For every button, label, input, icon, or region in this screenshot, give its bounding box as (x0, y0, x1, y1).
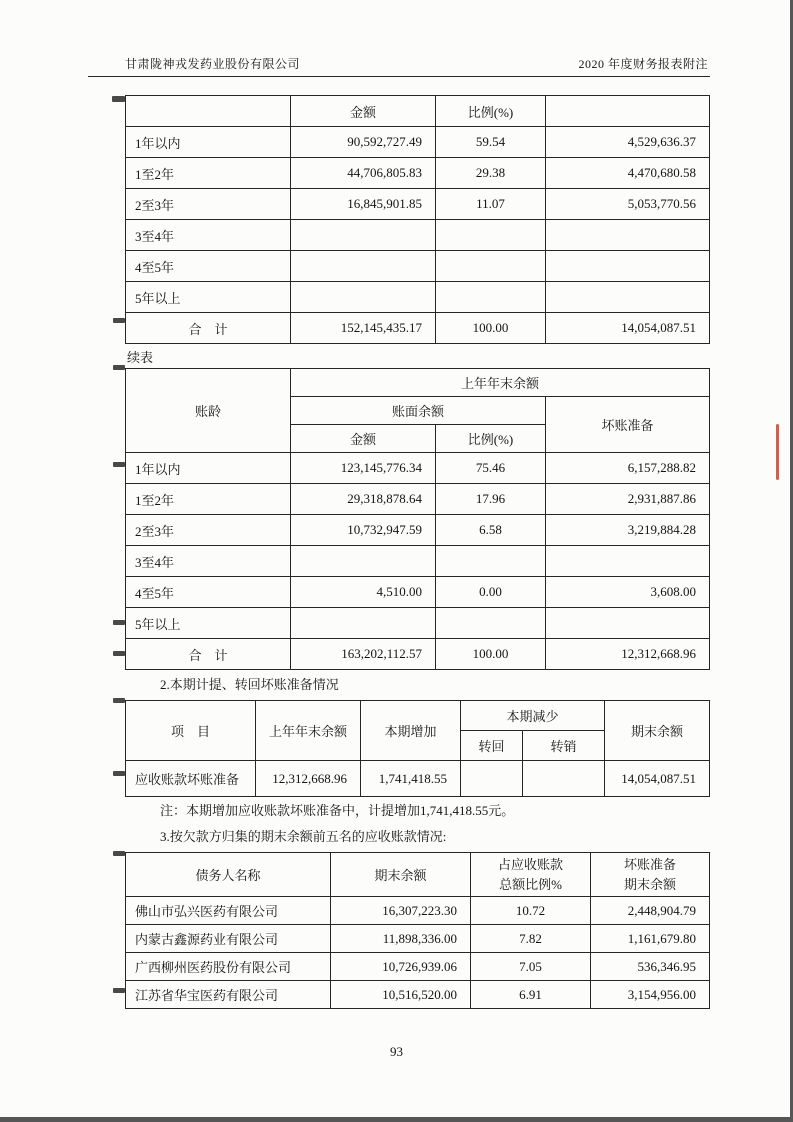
provision-change-table (125, 700, 710, 797)
table-row (126, 158, 710, 189)
section-3-title: 3.按欠款方归集的期末余额前五名的应收账款情况: (160, 829, 447, 844)
cell-provision: 2,931,887.86 (546, 484, 710, 515)
cell-ratio: 75.46 (436, 453, 546, 484)
table-total-row (126, 313, 710, 344)
col-header-provision (591, 853, 710, 897)
col-header-ending-balance: 期末余额 (605, 701, 710, 761)
table-row (126, 608, 710, 639)
cell-total-label: 合 计 (126, 639, 291, 670)
cell-total-label: 合 计 (126, 313, 291, 344)
col-header-amount: 金额 (291, 425, 436, 453)
table-header-row (126, 701, 710, 731)
cell-provision (546, 251, 710, 282)
cell-ratio (436, 608, 546, 639)
scan-artifact (113, 462, 125, 467)
scan-artifact (113, 620, 125, 625)
cell-ending-balance: 16,307,223.30 (331, 897, 471, 925)
cell-provision: 5,053,770.56 (546, 189, 710, 220)
top5-debtors-table (125, 852, 710, 1009)
continued-table-label: 续表 (127, 350, 154, 365)
table-row (126, 546, 710, 577)
scan-artifact (113, 318, 125, 323)
cell-provision: 6,157,288.82 (546, 453, 710, 484)
table-row (126, 761, 710, 797)
col-header-prior-group: 上年年末余额 (291, 369, 710, 397)
col-header-aging: 账龄 (126, 369, 291, 453)
table-row (126, 897, 710, 925)
note-text: 注：本期增加应收账款坏账准备中，计提增加1,741,418.55元。 (160, 803, 515, 818)
aging-table-prior (125, 368, 710, 670)
cell-amount: 16,845,901.85 (291, 189, 436, 220)
col-header-bad-debt: 坏账准备 (546, 397, 710, 453)
col-header-increase: 本期增加 (361, 701, 461, 761)
cell-provision: 14,054,087.51 (546, 313, 710, 344)
cell-amount: 29,318,878.64 (291, 484, 436, 515)
cell-ratio: 59.54 (436, 127, 546, 158)
cell-debtor-name: 佛山市弘兴医药有限公司 (126, 897, 331, 925)
empty-cell (546, 96, 710, 127)
cell-aging-label: 3至4年 (126, 546, 291, 577)
cell-aging-label: 5年以上 (126, 608, 291, 639)
table-header-row (126, 853, 710, 897)
cell-debtor-name: 广西柳州医药股份有限公司 (126, 953, 331, 981)
cell-provision: 1,161,679.80 (591, 925, 710, 953)
scan-artifact (113, 771, 125, 776)
col-header-prior-balance: 上年年末余额 (256, 701, 361, 761)
cell-ratio: 7.82 (471, 925, 591, 953)
cell-ending-balance: 10,516,520.00 (331, 981, 471, 1009)
scan-artifact (112, 96, 125, 102)
table-row (126, 515, 710, 546)
section-2-title: 2.本期计提、转回坏账准备情况 (160, 677, 339, 692)
cell-ratio: 11.07 (436, 189, 546, 220)
cell-writeoff (523, 761, 605, 797)
cell-amount: 44,706,805.83 (291, 158, 436, 189)
table-row (126, 953, 710, 981)
cell-ending-balance: 10,726,939.06 (331, 953, 471, 981)
cell-ratio: 6.58 (436, 515, 546, 546)
cell-amount (291, 282, 436, 313)
cell-ratio: 100.00 (436, 639, 546, 670)
cell-amount (291, 546, 436, 577)
col-header-provision-line1: 坏账准备 (623, 857, 676, 872)
cell-ratio: 100.00 (436, 313, 546, 344)
col-header-book-balance: 账面余额 (291, 397, 546, 425)
cell-provision (546, 608, 710, 639)
cell-prior-balance: 12,312,668.96 (256, 761, 361, 797)
cell-provision (546, 220, 710, 251)
cell-ratio (436, 251, 546, 282)
cell-ratio: 0.00 (436, 577, 546, 608)
cell-ratio: 17.96 (436, 484, 546, 515)
col-header-ratio (471, 853, 591, 897)
cell-provision: 4,470,680.58 (546, 158, 710, 189)
cell-provision: 3,219,884.28 (546, 515, 710, 546)
cell-ending-balance: 14,054,087.51 (605, 761, 710, 797)
col-header-ratio-line2: 总额比例% (499, 876, 562, 892)
table-row (126, 925, 710, 953)
cell-aging-label: 1至2年 (126, 484, 291, 515)
scan-artifact (113, 365, 125, 370)
scan-artifact (113, 651, 125, 656)
scan-artifact (113, 988, 125, 993)
col-header-amount: 金额 (291, 96, 436, 127)
cell-amount: 10,732,947.59 (291, 515, 436, 546)
col-header-provision-line2: 期末余额 (623, 876, 676, 892)
page-number: 93 (390, 1044, 403, 1059)
cell-amount: 123,145,776.34 (291, 453, 436, 484)
col-header-writeoff: 转销 (523, 731, 605, 761)
cell-reversal (461, 761, 523, 797)
scan-edge-bottom (0, 1117, 793, 1122)
cell-provision: 3,154,956.00 (591, 981, 710, 1009)
cell-amount: 152,145,435.17 (291, 313, 436, 344)
cell-aging-label: 2至3年 (126, 189, 291, 220)
cell-ratio (436, 546, 546, 577)
table-header-row (126, 96, 710, 127)
col-header-ratio: 比例(%) (436, 96, 546, 127)
doc-title: 2020 年度财务报表附注 (578, 57, 708, 71)
cell-aging-label: 5年以上 (126, 282, 291, 313)
empty-cell (126, 96, 291, 127)
cell-aging-label: 1年以内 (126, 453, 291, 484)
cell-amount: 4,510.00 (291, 577, 436, 608)
cell-provision: 12,312,668.96 (546, 639, 710, 670)
table-row (126, 251, 710, 282)
cell-aging-label: 2至3年 (126, 515, 291, 546)
scan-artifact (113, 698, 125, 703)
table-row (126, 127, 710, 158)
cell-provision (546, 282, 710, 313)
table-row (126, 282, 710, 313)
col-header-debtor: 债务人名称 (126, 853, 331, 897)
cell-increase: 1,741,418.55 (361, 761, 461, 797)
cell-amount: 163,202,112.57 (291, 639, 436, 670)
cell-debtor-name: 内蒙古鑫源药业有限公司 (126, 925, 331, 953)
cell-ratio: 10.72 (471, 897, 591, 925)
cell-provision (546, 546, 710, 577)
red-streak-artifact (776, 424, 779, 480)
col-header-ratio: 比例(%) (436, 425, 546, 453)
cell-amount (291, 251, 436, 282)
cell-ratio (436, 282, 546, 313)
cell-item: 应收账款坏账准备 (126, 761, 256, 797)
cell-aging-label: 4至5年 (126, 577, 291, 608)
col-header-reversal: 转回 (461, 731, 523, 761)
cell-provision: 536,346.95 (591, 953, 710, 981)
table-row (126, 189, 710, 220)
cell-ratio: 29.38 (436, 158, 546, 189)
cell-ratio: 6.91 (471, 981, 591, 1009)
table-row (126, 484, 710, 515)
cell-ratio: 7.05 (471, 953, 591, 981)
cell-provision: 3,608.00 (546, 577, 710, 608)
table-row (126, 220, 710, 251)
col-header-ratio-line1: 占应收账款 (497, 857, 563, 872)
cell-aging-label: 3至4年 (126, 220, 291, 251)
table-row (126, 577, 710, 608)
table-total-row (126, 639, 710, 670)
col-header-item: 项 目 (126, 701, 256, 761)
cell-ratio (436, 220, 546, 251)
col-header-ending-balance: 期末余额 (331, 853, 471, 897)
cell-amount (291, 220, 436, 251)
cell-amount (291, 608, 436, 639)
cell-aging-label: 1年以内 (126, 127, 291, 158)
cell-aging-label: 4至5年 (126, 251, 291, 282)
table-row (126, 453, 710, 484)
cell-provision: 2,448,904.79 (591, 897, 710, 925)
scan-artifact (113, 851, 125, 856)
cell-provision: 4,529,636.37 (546, 127, 710, 158)
col-header-decrease-group: 本期减少 (461, 701, 605, 731)
aging-table-current (125, 95, 710, 344)
cell-aging-label: 1至2年 (126, 158, 291, 189)
table-header-row (126, 369, 710, 397)
table-row (126, 981, 710, 1009)
cell-amount: 90,592,727.49 (291, 127, 436, 158)
header-rule (88, 76, 710, 77)
cell-ending-balance: 11,898,336.00 (331, 925, 471, 953)
cell-debtor-name: 江苏省华宝医药有限公司 (126, 981, 331, 1009)
company-name: 甘肃陇神戎发药业股份有限公司 (125, 57, 301, 71)
